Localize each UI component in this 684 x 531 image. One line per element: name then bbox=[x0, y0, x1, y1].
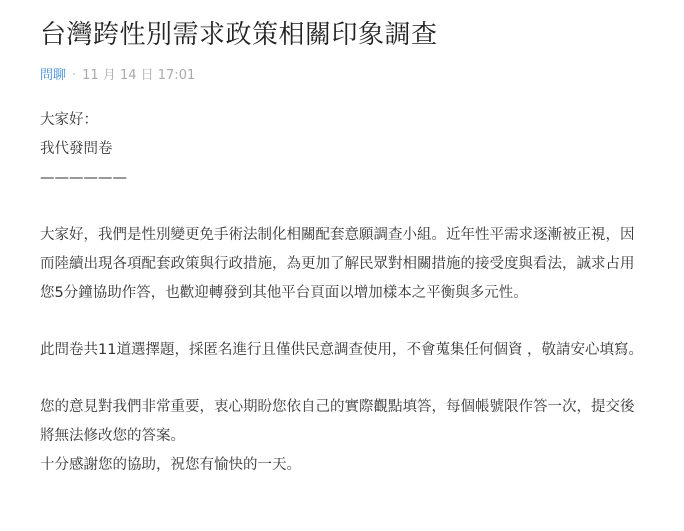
post-meta bbox=[40, 66, 644, 86]
greeting-line: 大家好： bbox=[40, 112, 98, 128]
closing-paragraph: 您的意見對我們非常重要，衷心期盼您依自己的實際觀點填答，每個帳號限作答一次，提交後將無法修改您的答案。 bbox=[40, 399, 635, 444]
thanks-line: 十分感謝您的協助，祝您有愉快的一天。 bbox=[40, 457, 301, 473]
spacer bbox=[40, 193, 645, 221]
divider-line: —————— bbox=[40, 170, 127, 186]
post-body bbox=[40, 106, 645, 480]
spacer bbox=[40, 308, 645, 336]
meta-separator: · bbox=[72, 68, 77, 83]
survey-info-paragraph: 此問卷共11道選擇題，採匿名進行且僅供民意調查使用，不會蒐集任何個資 ，敬請安心填寫。 bbox=[40, 342, 644, 358]
post-timestamp: 11 月 14 日 17:01 bbox=[82, 68, 196, 83]
post-title: 台灣跨性別需求政策相關印象調查 bbox=[40, 20, 438, 50]
intro-paragraph: 大家好，我們是性別變更免手術法制化相關配套意願調查小組。近年性平需求逐漸被正視，因而陸續出現各項配套政策與行政措施，為更加了解民眾對相關措施的接受度與看法，誠求占用您5分鐘協助作答，也歡迎轉發到其他平台頁面以增加樣本之平衡與多元性。 bbox=[40, 227, 635, 301]
board-link[interactable]: 問聊 bbox=[40, 68, 67, 83]
spacer bbox=[40, 365, 645, 393]
forward-note-line: 我代發問卷 bbox=[40, 141, 113, 157]
